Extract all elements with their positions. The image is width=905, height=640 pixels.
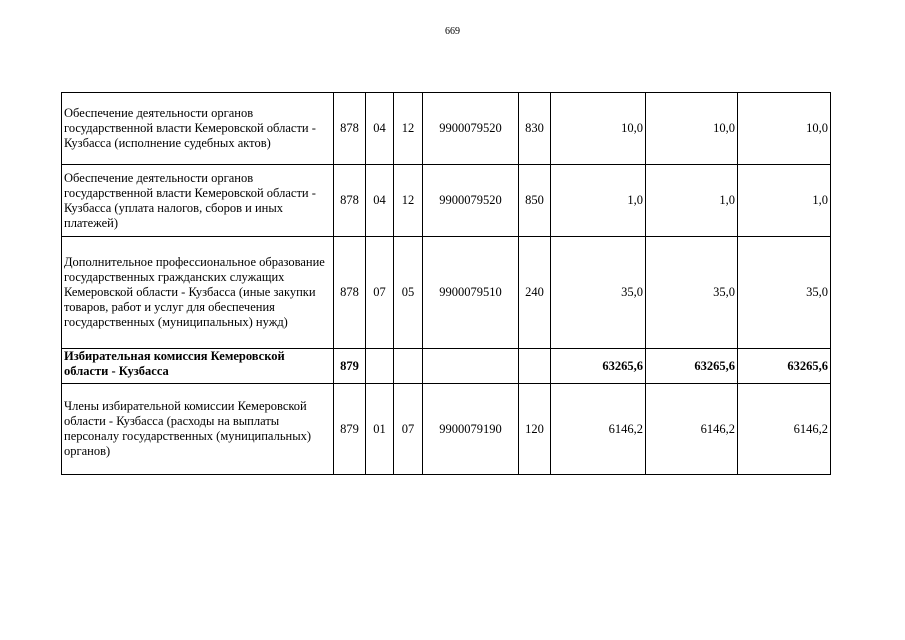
page-number: 669 [445,26,460,37]
amount-1: 63265,6 [551,349,646,384]
amount-3: 63265,6 [738,349,831,384]
amount-3: 1,0 [738,165,831,237]
row-name: Обеспечение деятельности органов государственной власти Кемеровской области - Кузбасса (уплата налогов, сборов и иных платежей) [62,165,334,237]
org-code: 878 [334,165,366,237]
section-code: 04 [366,165,394,237]
section-code: 04 [366,93,394,165]
amount-2: 63265,6 [646,349,738,384]
subsection-code [394,349,423,384]
subsection-code: 07 [394,384,423,475]
table-row [62,93,831,165]
target-code: 9900079190 [423,384,519,475]
expense-type-code: 830 [519,93,551,165]
row-name: Дополнительное профессиональное образование государственных гражданских служащих Кемеровской области - Кузбасса (иные закупки товаров, работ и услуг для обеспечения государственных (муниципальных) нужд) [62,237,334,349]
section-code: 07 [366,237,394,349]
target-code: 9900079510 [423,237,519,349]
org-code: 878 [334,93,366,165]
amount-3: 10,0 [738,93,831,165]
expense-type-code [519,349,551,384]
amount-1: 35,0 [551,237,646,349]
expense-type-code: 850 [519,165,551,237]
amount-3: 35,0 [738,237,831,349]
budget-table [61,92,831,475]
amount-3: 6146,2 [738,384,831,475]
table-row [62,349,831,384]
amount-1: 10,0 [551,93,646,165]
table-row [62,384,831,475]
amount-2: 35,0 [646,237,738,349]
expense-type-code: 120 [519,384,551,475]
org-code: 878 [334,237,366,349]
amount-2: 1,0 [646,165,738,237]
target-code [423,349,519,384]
amount-1: 1,0 [551,165,646,237]
row-name: Избирательная комиссия Кемеровской области - Кузбасса [62,349,334,384]
subsection-code: 12 [394,93,423,165]
amount-2: 10,0 [646,93,738,165]
amount-2: 6146,2 [646,384,738,475]
target-code: 9900079520 [423,165,519,237]
org-code: 879 [334,349,366,384]
section-code [366,349,394,384]
subsection-code: 05 [394,237,423,349]
row-name: Обеспечение деятельности органов государственной власти Кемеровской области - Кузбасса (исполнение судебных актов) [62,93,334,165]
subsection-code: 12 [394,165,423,237]
table-row [62,237,831,349]
target-code: 9900079520 [423,93,519,165]
org-code: 879 [334,384,366,475]
expense-type-code: 240 [519,237,551,349]
amount-1: 6146,2 [551,384,646,475]
section-code: 01 [366,384,394,475]
table-row [62,165,831,237]
row-name: Члены избирательной комиссии Кемеровской области - Кузбасса (расходы на выплаты персоналу государственных (муниципальных) органов) [62,384,334,475]
